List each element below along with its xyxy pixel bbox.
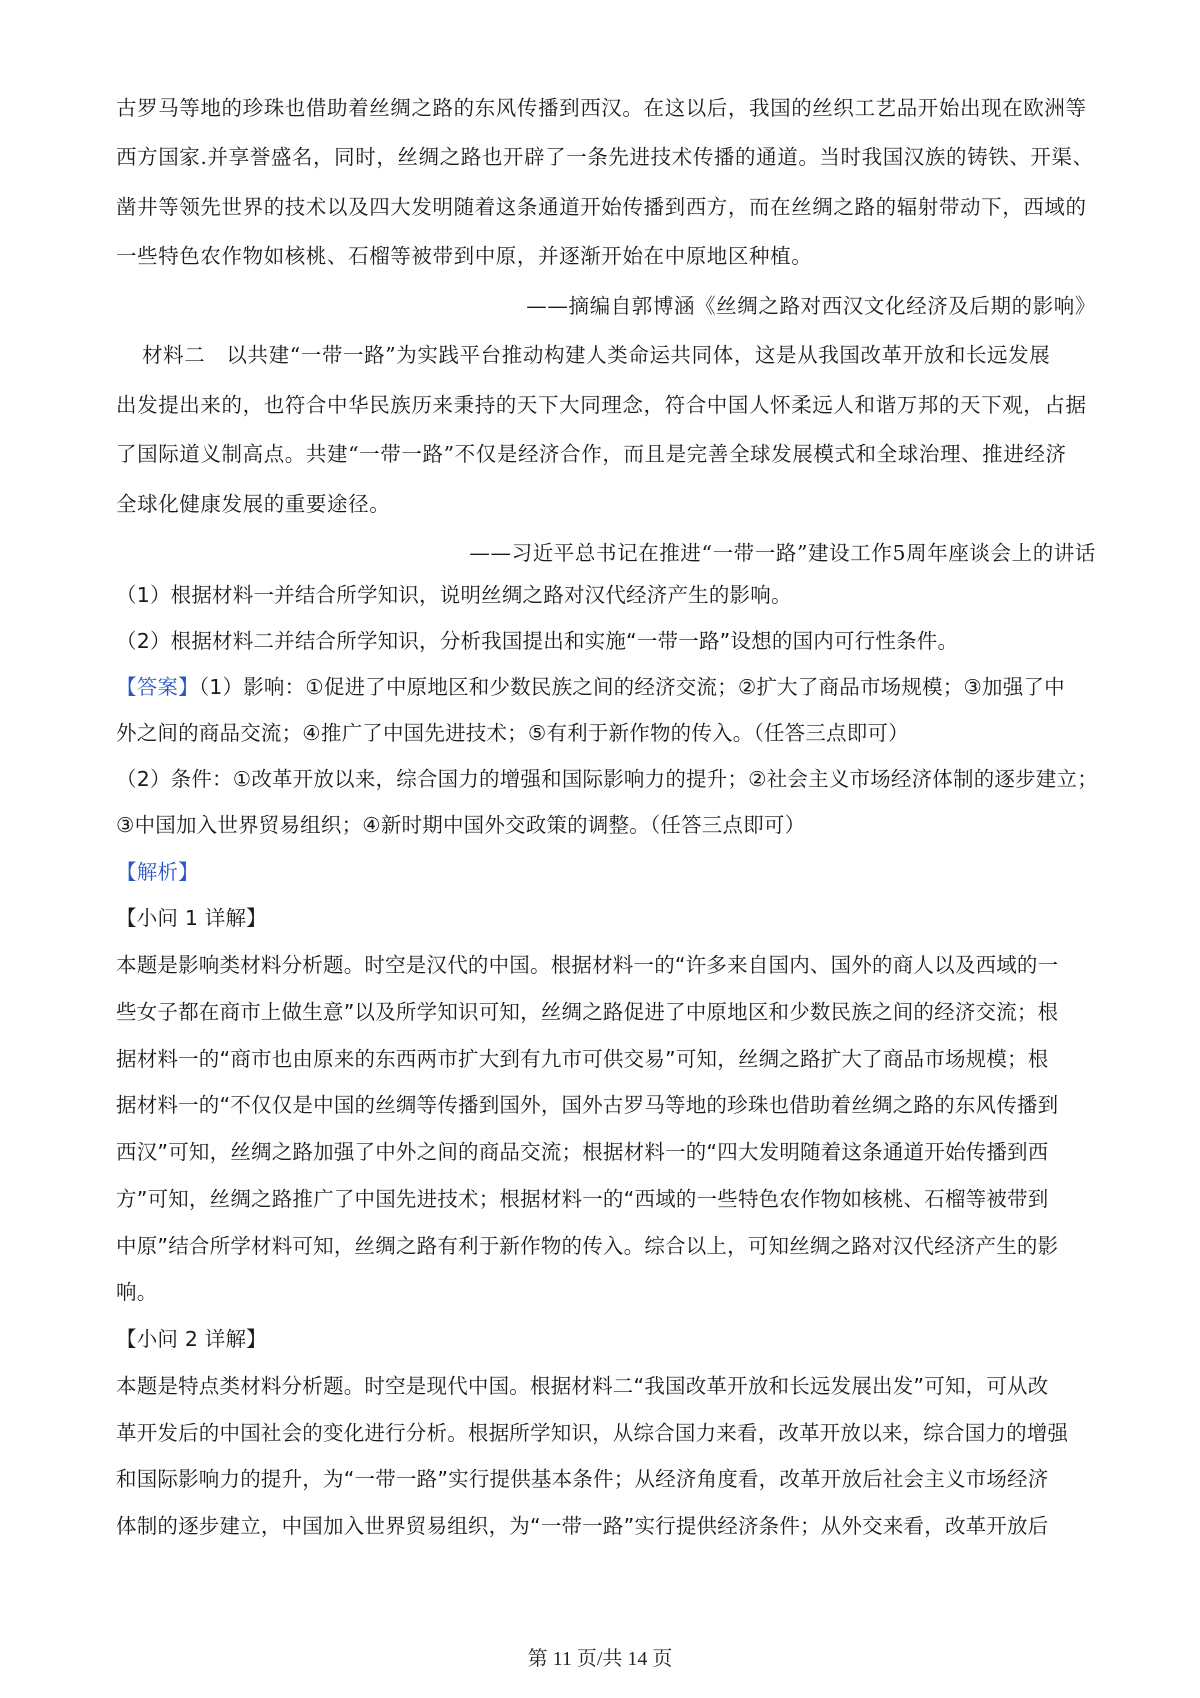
analysis-tag: 【解析】 <box>116 860 199 884</box>
analysis-q1-line: 据材料一的“商市也由原来的东西两市扩大到有九市可供交易”可知，丝绸之路扩大了商品市场规模；根 <box>116 1047 1049 1071</box>
material-two-source: ——习近平总书记在推进“一带一路”建设工作5周年座谈会上的讲话 <box>469 541 1096 565</box>
analysis-q2-line: 本题是特点类材料分析题。时空是现代中国。根据材料二“我国改革开放和长远发展出发”可知，可从改 <box>116 1374 1049 1398</box>
material-two-line: 材料二 以共建“一带一路”为实践平台推动构建人类命运共同体，这是从我国改革开放和长远发展 <box>142 343 1051 367</box>
analysis-q1-line: 些女子都在商市上做生意”以及所学知识可知，丝绸之路促进了中原地区和少数民族之间的经济交流；根 <box>116 1000 1059 1024</box>
answer-line-3: （2）条件：①改革开放以来，综合国力的增强和国际影响力的提升；②社会主义市场经济体制的逐步建立； <box>116 767 1098 791</box>
q1-heading: 【小问 1 详解】 <box>116 906 267 930</box>
material-one-line: 一些特色农作物如核桃、石榴等被带到中原，并逐渐开始在中原地区种植。 <box>116 244 813 268</box>
analysis-q2-line: 体制的逐步建立，中国加入世界贸易组织，为“一带一路”实行提供经济条件；从外交来看，改革开放后 <box>116 1514 1049 1538</box>
q2-heading: 【小问 2 详解】 <box>116 1327 267 1351</box>
analysis-q1-line: 响。 <box>116 1280 158 1304</box>
material-one-source: ——摘编自郭博涵《丝绸之路对西汉文化经济及后期的影响》 <box>526 294 1096 318</box>
answer-line-2: 外之间的商品交流；④推广了中国先进技术；⑤有利于新作物的传入。（任答三点即可） <box>116 721 909 745</box>
material-two-line: 全球化健康发展的重要途径。 <box>116 492 391 516</box>
material-two-line: 了国际道义制高点。共建“一带一路”不仅是经济合作，而且是完善全球发展模式和全球治理、推进经济 <box>116 442 1067 466</box>
analysis-q2-line: 和国际影响力的提升，为“一带一路”实行提供基本条件；从经济角度看，改革开放后社会主义市场经济 <box>116 1467 1049 1491</box>
answer-tag: 【答案】 <box>116 675 199 699</box>
material-two-line: 出发提出来的，也符合中华民族历来秉持的天下大同理念，符合中国人怀柔远人和谐万邦的天下观，占据 <box>116 393 1087 417</box>
material-one-line: 凿井等领先世界的技术以及四大发明随着这条通道开始传播到西方，而在丝绸之路的辐射带动下，西域的 <box>116 195 1087 219</box>
analysis-q1-line: 西汉”可知，丝绸之路加强了中外之间的商品交流；根据材料一的“四大发明随着这条通道开始传播到西 <box>116 1140 1049 1164</box>
material-one-line: 古罗马等地的珍珠也借助着丝绸之路的东风传播到西汉。在这以后，我国的丝织工艺品开始出现在欧洲等 <box>116 96 1087 120</box>
analysis-q1-line: 方”可知，丝绸之路推广了中国先进技术；根据材料一的“西域的一些特色农作物如核桃、石榴等被带到 <box>116 1187 1049 1211</box>
answer-line-4: ③中国加入世界贸易组织；④新时期中国外交政策的调整。（任答三点即可） <box>116 813 806 837</box>
analysis-q2-line: 革开发后的中国社会的变化进行分析。根据所学知识，从综合国力来看，改革开放以来，综合国力的增强 <box>116 1421 1069 1445</box>
question-2: （2）根据材料二并结合所学知识，分析我国提出和实施“一带一路”设想的国内可行性条件。 <box>116 629 959 653</box>
analysis-q1-line: 本题是影响类材料分析题。时空是汉代的中国。根据材料一的“许多来自国内、国外的商人以及西域的一 <box>116 953 1059 977</box>
material-one-line: 西方国家.并享誉盛名，同时，丝绸之路也开辟了一条先进技术传播的通道。当时我国汉族的铸铁、开渠、 <box>116 145 1094 169</box>
answer-text: （1）影响：①促进了中原地区和少数民族之间的经济交流；②扩大了商品市场规模；③加强了中 <box>198 675 1065 699</box>
analysis-q1-line: 中原”结合所学材料可知，丝绸之路有利于新作物的传入。综合以上，可知丝绸之路对汉代经济产生的影 <box>116 1234 1059 1258</box>
analysis-q1-line: 据材料一的“不仅仅是中国的丝绸等传播到国外，国外古罗马等地的珍珠也借助着丝绸之路的东风传播到 <box>116 1093 1059 1117</box>
page-footer: 第 11 页/共 14 页 <box>527 1648 673 1670</box>
answer-line-1 <box>116 672 1096 702</box>
question-1: （1）根据材料一并结合所学知识，说明丝绸之路对汉代经济产生的影响。 <box>116 583 792 607</box>
